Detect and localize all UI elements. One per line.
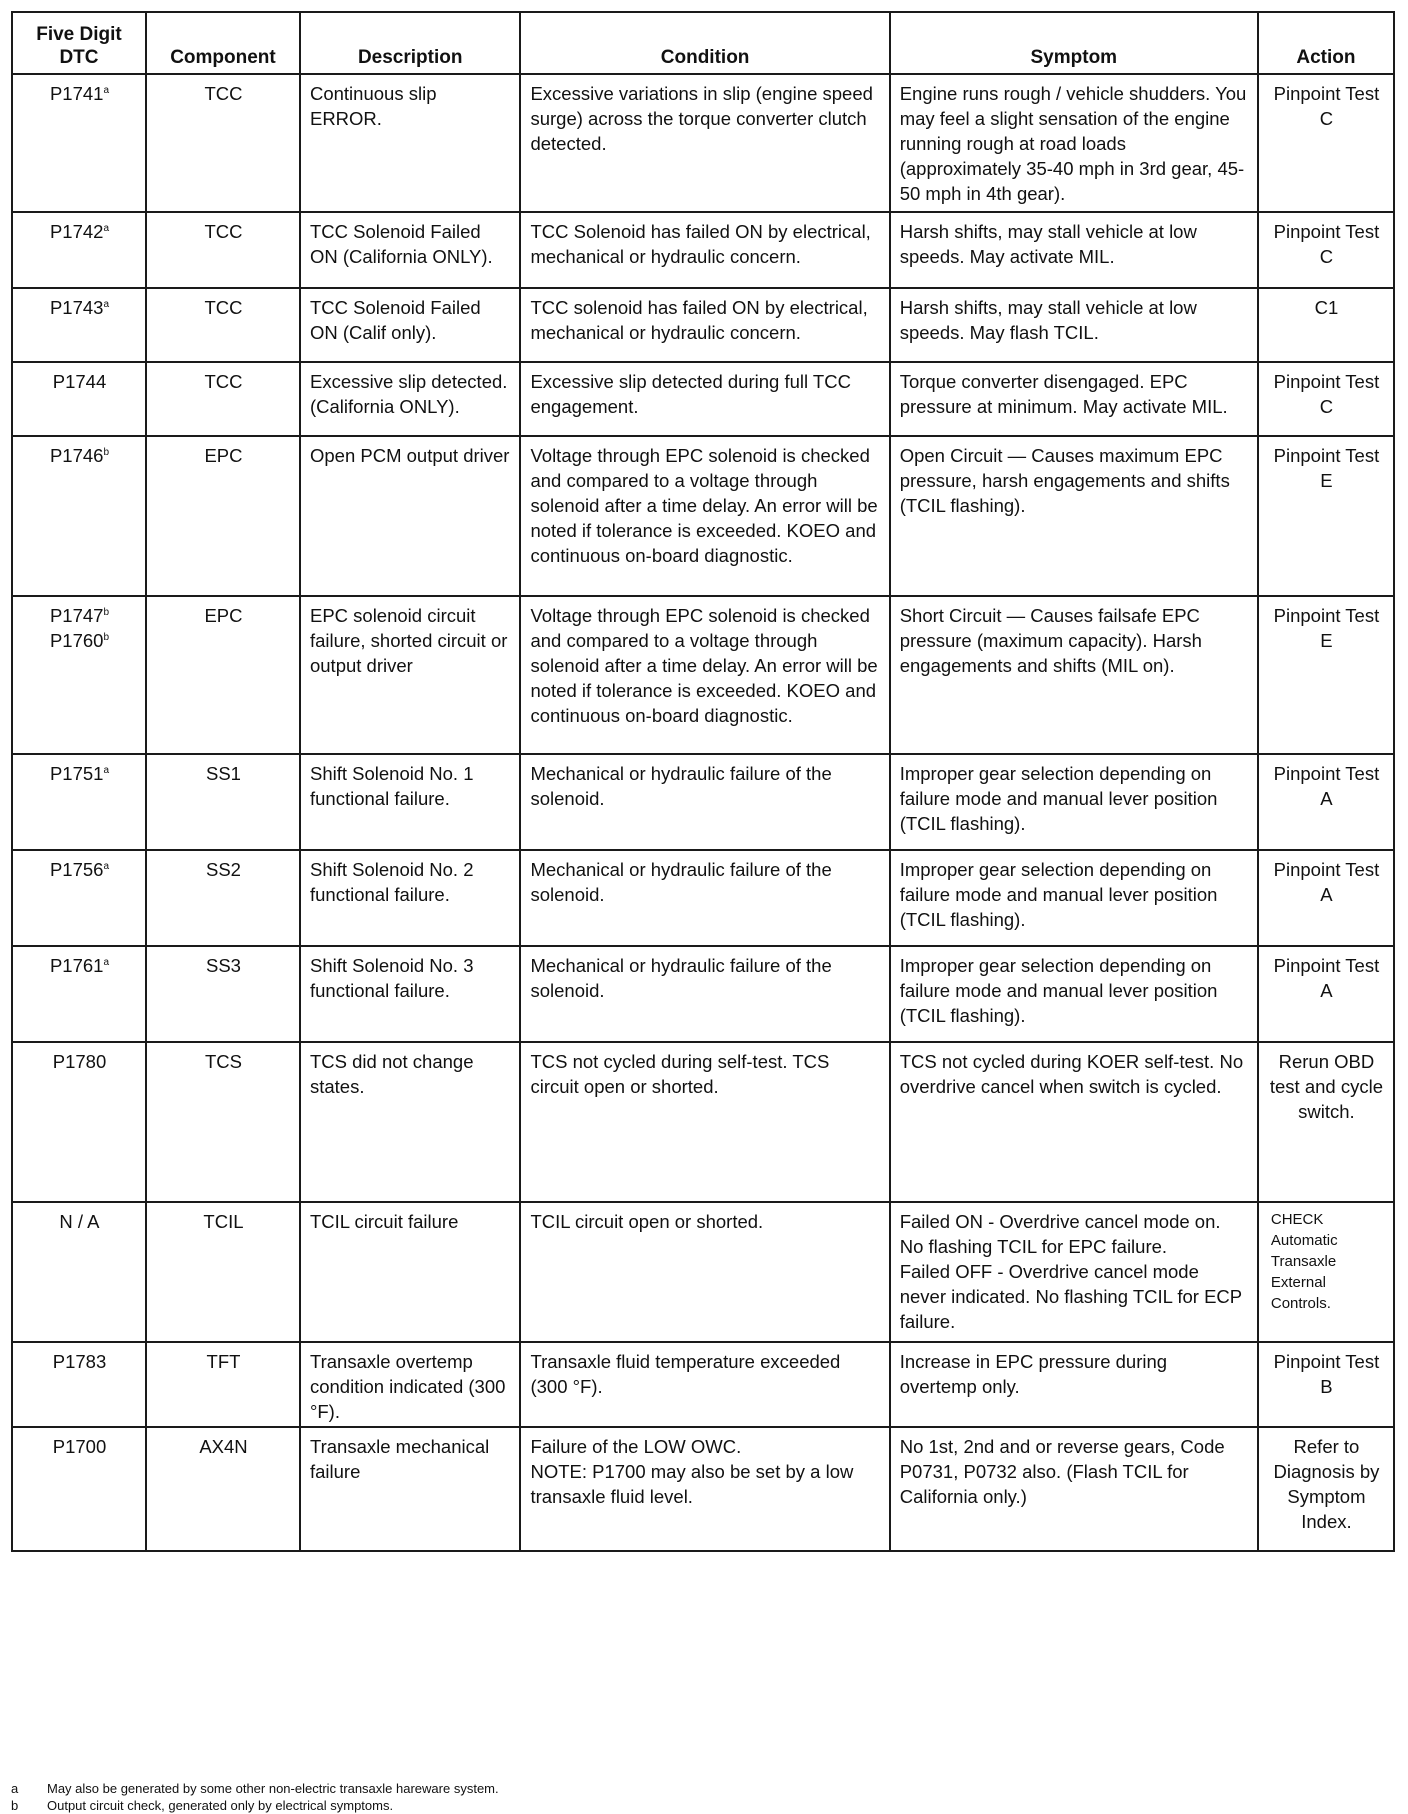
symptom-text: Improper gear selection depending on failure mode and manual lever position (TCIL flashing). <box>899 859 1218 930</box>
dtc-code-line <box>22 295 137 320</box>
dtc-footnote-mark: a <box>103 861 110 872</box>
symptom-text: Open Circuit — Causes maximum EPC pressure, harsh engagements and shifts (TCIL flashing). <box>899 445 1230 516</box>
footnote-text: Output circuit check, generated only by electrical symptoms. <box>47 1798 394 1813</box>
symptom-cell <box>890 1042 1258 1202</box>
dtc-code: P1760 <box>49 630 104 651</box>
action-cell: Pinpoint Test A <box>1258 850 1394 946</box>
condition-text: Voltage through EPC solenoid is checked and compared to a voltage through solenoid after a time delay. An error will be noted if tolerance is exceeded. KOEO and continuous on-board diagnostic. <box>530 445 878 566</box>
table-row <box>12 754 1394 850</box>
description-cell: TCS did not change states. <box>300 1042 520 1202</box>
dtc-cell <box>12 436 146 596</box>
condition-text: TCC Solenoid has failed ON by electrical, mechanical or hydraulic concern. <box>530 221 871 267</box>
dtc-cell <box>12 1342 146 1427</box>
component-cell: TCS <box>146 1042 300 1202</box>
table-row <box>12 850 1394 946</box>
condition-cell <box>520 1342 889 1427</box>
component-cell: EPC <box>146 596 300 754</box>
condition-text: Excessive slip detected during full TCC engagement. <box>530 371 851 417</box>
header-symptom: Symptom <box>890 12 1258 74</box>
action-cell: Pinpoint Test C <box>1258 362 1394 436</box>
action-cell: Pinpoint Test E <box>1258 596 1394 754</box>
footnote-text: May also be generated by some other non-electric transaxle hareware system. <box>47 1781 499 1796</box>
dtc-code-line <box>22 1434 137 1459</box>
dtc-code-line <box>22 219 137 244</box>
dtc-code: P1780 <box>52 1051 107 1072</box>
symptom-text: Short Circuit — Causes failsafe EPC pressure (maximum capacity). Harsh engagements and shifts (MIL on). <box>899 605 1202 676</box>
symptom-cell <box>890 74 1258 212</box>
description-cell: Excessive slip detected. (California ONLY). <box>300 362 520 436</box>
dtc-code: P1700 <box>52 1436 107 1457</box>
dtc-code-line <box>22 628 137 653</box>
table-row <box>12 1342 1394 1427</box>
dtc-table <box>11 11 1395 1552</box>
header-component: Component <box>146 12 300 74</box>
condition-cell <box>520 754 889 850</box>
dtc-cell <box>12 212 146 288</box>
action-cell: CHECK Automatic Transaxle External Controls. <box>1258 1202 1394 1342</box>
description-cell: TCC Solenoid Failed ON (California ONLY). <box>300 212 520 288</box>
condition-text: TCIL circuit open or shorted. <box>530 1211 764 1232</box>
dtc-footnote-mark: b <box>103 607 110 618</box>
symptom-cell <box>890 596 1258 754</box>
table-header-row <box>12 12 1394 74</box>
dtc-table-document <box>11 11 1395 1552</box>
footnote <box>11 1797 1391 1814</box>
dtc-cell <box>12 1427 146 1551</box>
symptom-text: Torque converter disengaged. EPC pressure at minimum. May activate MIL. <box>899 371 1228 417</box>
header-action: Action <box>1258 12 1394 74</box>
description-cell: Transaxle mechanical failure <box>300 1427 520 1551</box>
dtc-code: P1751 <box>49 763 104 784</box>
condition-text: TCC solenoid has failed ON by electrical, mechanical or hydraulic concern. <box>530 297 868 343</box>
symptom-cell <box>890 436 1258 596</box>
condition-text: Voltage through EPC solenoid is checked and compared to a voltage through solenoid after a time delay. An error will be noted if tolerance is exceeded. KOEO and continuous on-board diagnostic. <box>530 605 878 726</box>
symptom-cell <box>890 212 1258 288</box>
table-row <box>12 436 1394 596</box>
header-description: Description <box>300 12 520 74</box>
description-cell: Transaxle overtemp condition indicated (300 °F). <box>300 1342 520 1427</box>
dtc-footnote-mark: b <box>103 447 110 458</box>
dtc-code: N / A <box>59 1211 100 1232</box>
condition-text: TCS not cycled during self-test. TCS circuit open or shorted. <box>530 1051 830 1097</box>
dtc-code: P1744 <box>52 371 107 392</box>
condition-cell <box>520 850 889 946</box>
condition-cell <box>520 288 889 362</box>
symptom-text: Increase in EPC pressure during overtemp only. <box>899 1351 1168 1397</box>
dtc-code-line <box>22 1209 137 1234</box>
symptom-text: Improper gear selection depending on failure mode and manual lever position (TCIL flashing). <box>899 763 1218 834</box>
dtc-code: P1742 <box>49 221 104 242</box>
component-cell: TFT <box>146 1342 300 1427</box>
symptom-cell <box>890 754 1258 850</box>
description-cell: TCIL circuit failure <box>300 1202 520 1342</box>
dtc-footnote-mark: a <box>103 957 110 968</box>
condition-text: Mechanical or hydraulic failure of the solenoid. <box>530 955 832 1001</box>
condition-cell <box>520 1202 889 1342</box>
symptom-text-2: Failed OFF - Overdrive cancel mode never indicated. No flashing TCIL for ECP failure. <box>899 1261 1242 1332</box>
symptom-cell <box>890 1427 1258 1551</box>
table-row <box>12 212 1394 288</box>
symptom-cell <box>890 946 1258 1042</box>
component-cell: AX4N <box>146 1427 300 1551</box>
dtc-code: P1746 <box>49 445 104 466</box>
action-cell: Pinpoint Test C <box>1258 74 1394 212</box>
symptom-text: Harsh shifts, may stall vehicle at low speeds. May activate MIL. <box>899 221 1197 267</box>
description-cell: TCC Solenoid Failed ON (Calif only). <box>300 288 520 362</box>
condition-text: Transaxle fluid temperature exceeded (300 °F). <box>530 1351 841 1397</box>
condition-cell <box>520 362 889 436</box>
component-cell: TCC <box>146 74 300 212</box>
dtc-code-line <box>22 1349 137 1374</box>
component-cell: SS3 <box>146 946 300 1042</box>
action-cell: Pinpoint Test B <box>1258 1342 1394 1427</box>
condition-text: Failure of the LOW OWC. <box>530 1436 742 1457</box>
dtc-code-line <box>22 369 137 394</box>
table-row <box>12 1427 1394 1551</box>
symptom-text: No 1st, 2nd and or reverse gears, Code P0731, P0732 also. (Flash TCIL for California only.) <box>899 1436 1225 1507</box>
condition-cell <box>520 74 889 212</box>
symptom-cell <box>890 288 1258 362</box>
component-cell: SS1 <box>146 754 300 850</box>
dtc-code-line <box>22 443 137 468</box>
symptom-cell <box>890 1342 1258 1427</box>
table-row <box>12 74 1394 212</box>
dtc-cell <box>12 288 146 362</box>
dtc-code: P1743 <box>49 297 104 318</box>
condition-text: Mechanical or hydraulic failure of the solenoid. <box>530 763 832 809</box>
dtc-cell <box>12 1202 146 1342</box>
description-cell: Shift Solenoid No. 2 functional failure. <box>300 850 520 946</box>
dtc-cell <box>12 74 146 212</box>
description-cell: EPC solenoid circuit failure, shorted circuit or output driver <box>300 596 520 754</box>
action-cell: Pinpoint Test E <box>1258 436 1394 596</box>
dtc-footnote-mark: a <box>103 85 110 96</box>
action-cell: C1 <box>1258 288 1394 362</box>
table-row <box>12 362 1394 436</box>
dtc-code-line <box>22 761 137 786</box>
dtc-code: P1756 <box>49 859 104 880</box>
symptom-text: Failed ON - Overdrive cancel mode on. No flashing TCIL for EPC failure. <box>899 1211 1221 1257</box>
dtc-footnote-mark: b <box>103 632 110 643</box>
symptom-text: TCS not cycled during KOER self-test. No overdrive cancel when switch is cycled. <box>899 1051 1244 1097</box>
symptom-text: Improper gear selection depending on failure mode and manual lever position (TCIL flashing). <box>899 955 1218 1026</box>
component-cell: TCC <box>146 288 300 362</box>
symptom-cell <box>890 1202 1258 1342</box>
dtc-code-line <box>22 1049 137 1074</box>
component-cell: EPC <box>146 436 300 596</box>
dtc-code-line <box>22 81 137 106</box>
dtc-code: P1747 <box>49 605 104 626</box>
dtc-code-line <box>22 953 137 978</box>
dtc-cell <box>12 754 146 850</box>
action-cell: Pinpoint Test C <box>1258 212 1394 288</box>
table-row <box>12 596 1394 754</box>
action-cell: Rerun OBD test and cycle switch. <box>1258 1042 1394 1202</box>
description-cell: Shift Solenoid No. 1 functional failure. <box>300 754 520 850</box>
condition-cell <box>520 1042 889 1202</box>
condition-cell <box>520 946 889 1042</box>
condition-cell <box>520 212 889 288</box>
header-dtc: Five Digit DTC <box>12 12 146 74</box>
condition-cell <box>520 596 889 754</box>
dtc-cell <box>12 850 146 946</box>
symptom-text: Harsh shifts, may stall vehicle at low speeds. May flash TCIL. <box>899 297 1197 343</box>
dtc-code-line <box>22 603 137 628</box>
component-cell: TCIL <box>146 1202 300 1342</box>
action-cell: Pinpoint Test A <box>1258 946 1394 1042</box>
symptom-cell <box>890 850 1258 946</box>
action-cell: Pinpoint Test A <box>1258 754 1394 850</box>
description-cell: Shift Solenoid No. 3 functional failure. <box>300 946 520 1042</box>
dtc-code-line <box>22 857 137 882</box>
dtc-cell <box>12 946 146 1042</box>
dtc-code: P1783 <box>52 1351 107 1372</box>
condition-text: Mechanical or hydraulic failure of the solenoid. <box>530 859 832 905</box>
dtc-cell <box>12 362 146 436</box>
condition-note: NOTE: P1700 may also be set by a low transaxle fluid level. <box>530 1461 854 1507</box>
dtc-footnote-mark: a <box>103 223 110 234</box>
component-cell: TCC <box>146 362 300 436</box>
condition-text: Excessive variations in slip (engine speed surge) across the torque converter clutch detected. <box>530 83 873 154</box>
dtc-cell <box>12 596 146 754</box>
symptom-cell <box>890 362 1258 436</box>
description-cell: Open PCM output driver <box>300 436 520 596</box>
table-row <box>12 1202 1394 1342</box>
footnote <box>11 1780 1391 1797</box>
dtc-footnote-mark: a <box>103 765 110 776</box>
condition-cell <box>520 436 889 596</box>
action-cell: Refer to Diagnosis by Symptom Index. <box>1258 1427 1394 1551</box>
component-cell: SS2 <box>146 850 300 946</box>
dtc-cell <box>12 1042 146 1202</box>
symptom-text: Engine runs rough / vehicle shudders. You may feel a slight sensation of the engine running rough at road loads (approximately 35-40 mph in 3rd gear, 45-50 mph in 4th gear). <box>899 83 1247 204</box>
condition-cell <box>520 1427 889 1551</box>
footnotes <box>11 1780 1391 1814</box>
table-row <box>12 1042 1394 1202</box>
header-condition: Condition <box>520 12 889 74</box>
footnote-letter: b <box>11 1798 19 1813</box>
dtc-code: P1741 <box>49 83 104 104</box>
table-row <box>12 946 1394 1042</box>
description-cell: Continuous slip ERROR. <box>300 74 520 212</box>
component-cell: TCC <box>146 212 300 288</box>
dtc-footnote-mark: a <box>103 299 110 310</box>
table-row <box>12 288 1394 362</box>
footnote-letter: a <box>11 1781 19 1796</box>
dtc-code: P1761 <box>49 955 104 976</box>
